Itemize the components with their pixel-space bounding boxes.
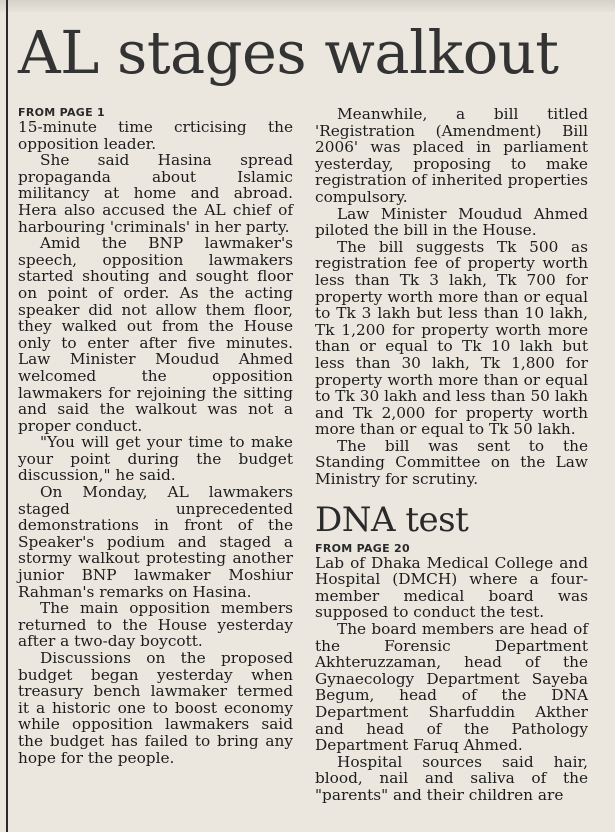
paragraph: On Monday, AL lawmakers staged unprecedented demonstrations in front of the Speaker's podium and staged a stormy walkout protesting another junior BNP lawmaker Moshiur Rahman's remarks on Hasina. (18, 483, 293, 601)
paragraph: She said Hasina spread propaganda about Islamic militancy at home and abroad. Hera also accused the AL chief of harbouring 'criminals' in her party. (18, 151, 293, 236)
paragraph: Discussions on the proposed budget began yesterday when treasury bench lawmaker termed it a historic one to boost economy while opposition lawmakers said the budget has failed to bring any hope for the people. (18, 649, 293, 767)
paragraph: The board members are head of the Forensic Department Akhteruzzaman, head of the Gynaecology Department Sayeba Begum, head of the DNA Department Sharfuddin Akther and head of the Pathology Department Faruq Ahmed. (315, 620, 588, 755)
paragraph: Hospital sources said hair, blood, nail and saliva of the "parents" and their children are (315, 752, 588, 804)
paragraph: The bill suggests Tk 500 as registration fee of property worth less than Tk 3 lakh, Tk 700 for property worth more than or equal to Tk 3 lakh but less than 10 lakh, Tk 1,200 for property worth more than or equal to Tk 10 lakh but less than 30 lakh, Tk 1,800 for property worth more than or equal to Tk 30 lakh and less than 50 lakh and Tk 2,000 for property worth more than or equal to Tk 50 lakh. (315, 237, 588, 439)
paragraph: "You will get your time to make your point during the budget discussion," he said. (18, 433, 293, 485)
page-top-strip (0, 0, 615, 12)
paragraph: Meanwhile, a bill titled 'Registration (Amendment) Bill 2006' was placed in parliament yesterday, proposing to make registration of inherited properties compulsory. (315, 105, 588, 206)
paragraph: Lab of Dhaka Medical College and Hospital (DMCH) where a four-member medical board was supposed to conduct the test. (315, 553, 588, 622)
right-column (315, 106, 588, 804)
jump-kicker: FROM PAGE 1 (18, 106, 106, 119)
paragraph: The main opposition members returned to the House yesterday after a two-day boycott. (18, 599, 293, 651)
story-headline: DNA test (315, 499, 469, 540)
headline: AL stages walkout (18, 18, 559, 87)
jump-kicker: FROM PAGE 20 (315, 541, 410, 555)
left-column (18, 106, 293, 766)
paragraph: Law Minister Moudud Ahmed piloted the bill in the House. (315, 204, 588, 240)
paragraph: The bill was sent to the Standing Committee on the Law Ministry for scrutiny. (315, 436, 588, 489)
paragraph: Amid the BNP lawmaker's speech, opposition lawmakers started shouting and sought floor on point of order. As the acting speaker did not allow them floor, they walked out from the House only to enter after five minutes. Law Minister Moudud Ahmed welcomed the opposition lawmakers for rejoining the sitting and said the walkout was not a proper conduct. (18, 234, 293, 435)
paragraph: 15-minute time crticising the opposition leader. (18, 118, 293, 153)
column-rule (6, 0, 8, 832)
